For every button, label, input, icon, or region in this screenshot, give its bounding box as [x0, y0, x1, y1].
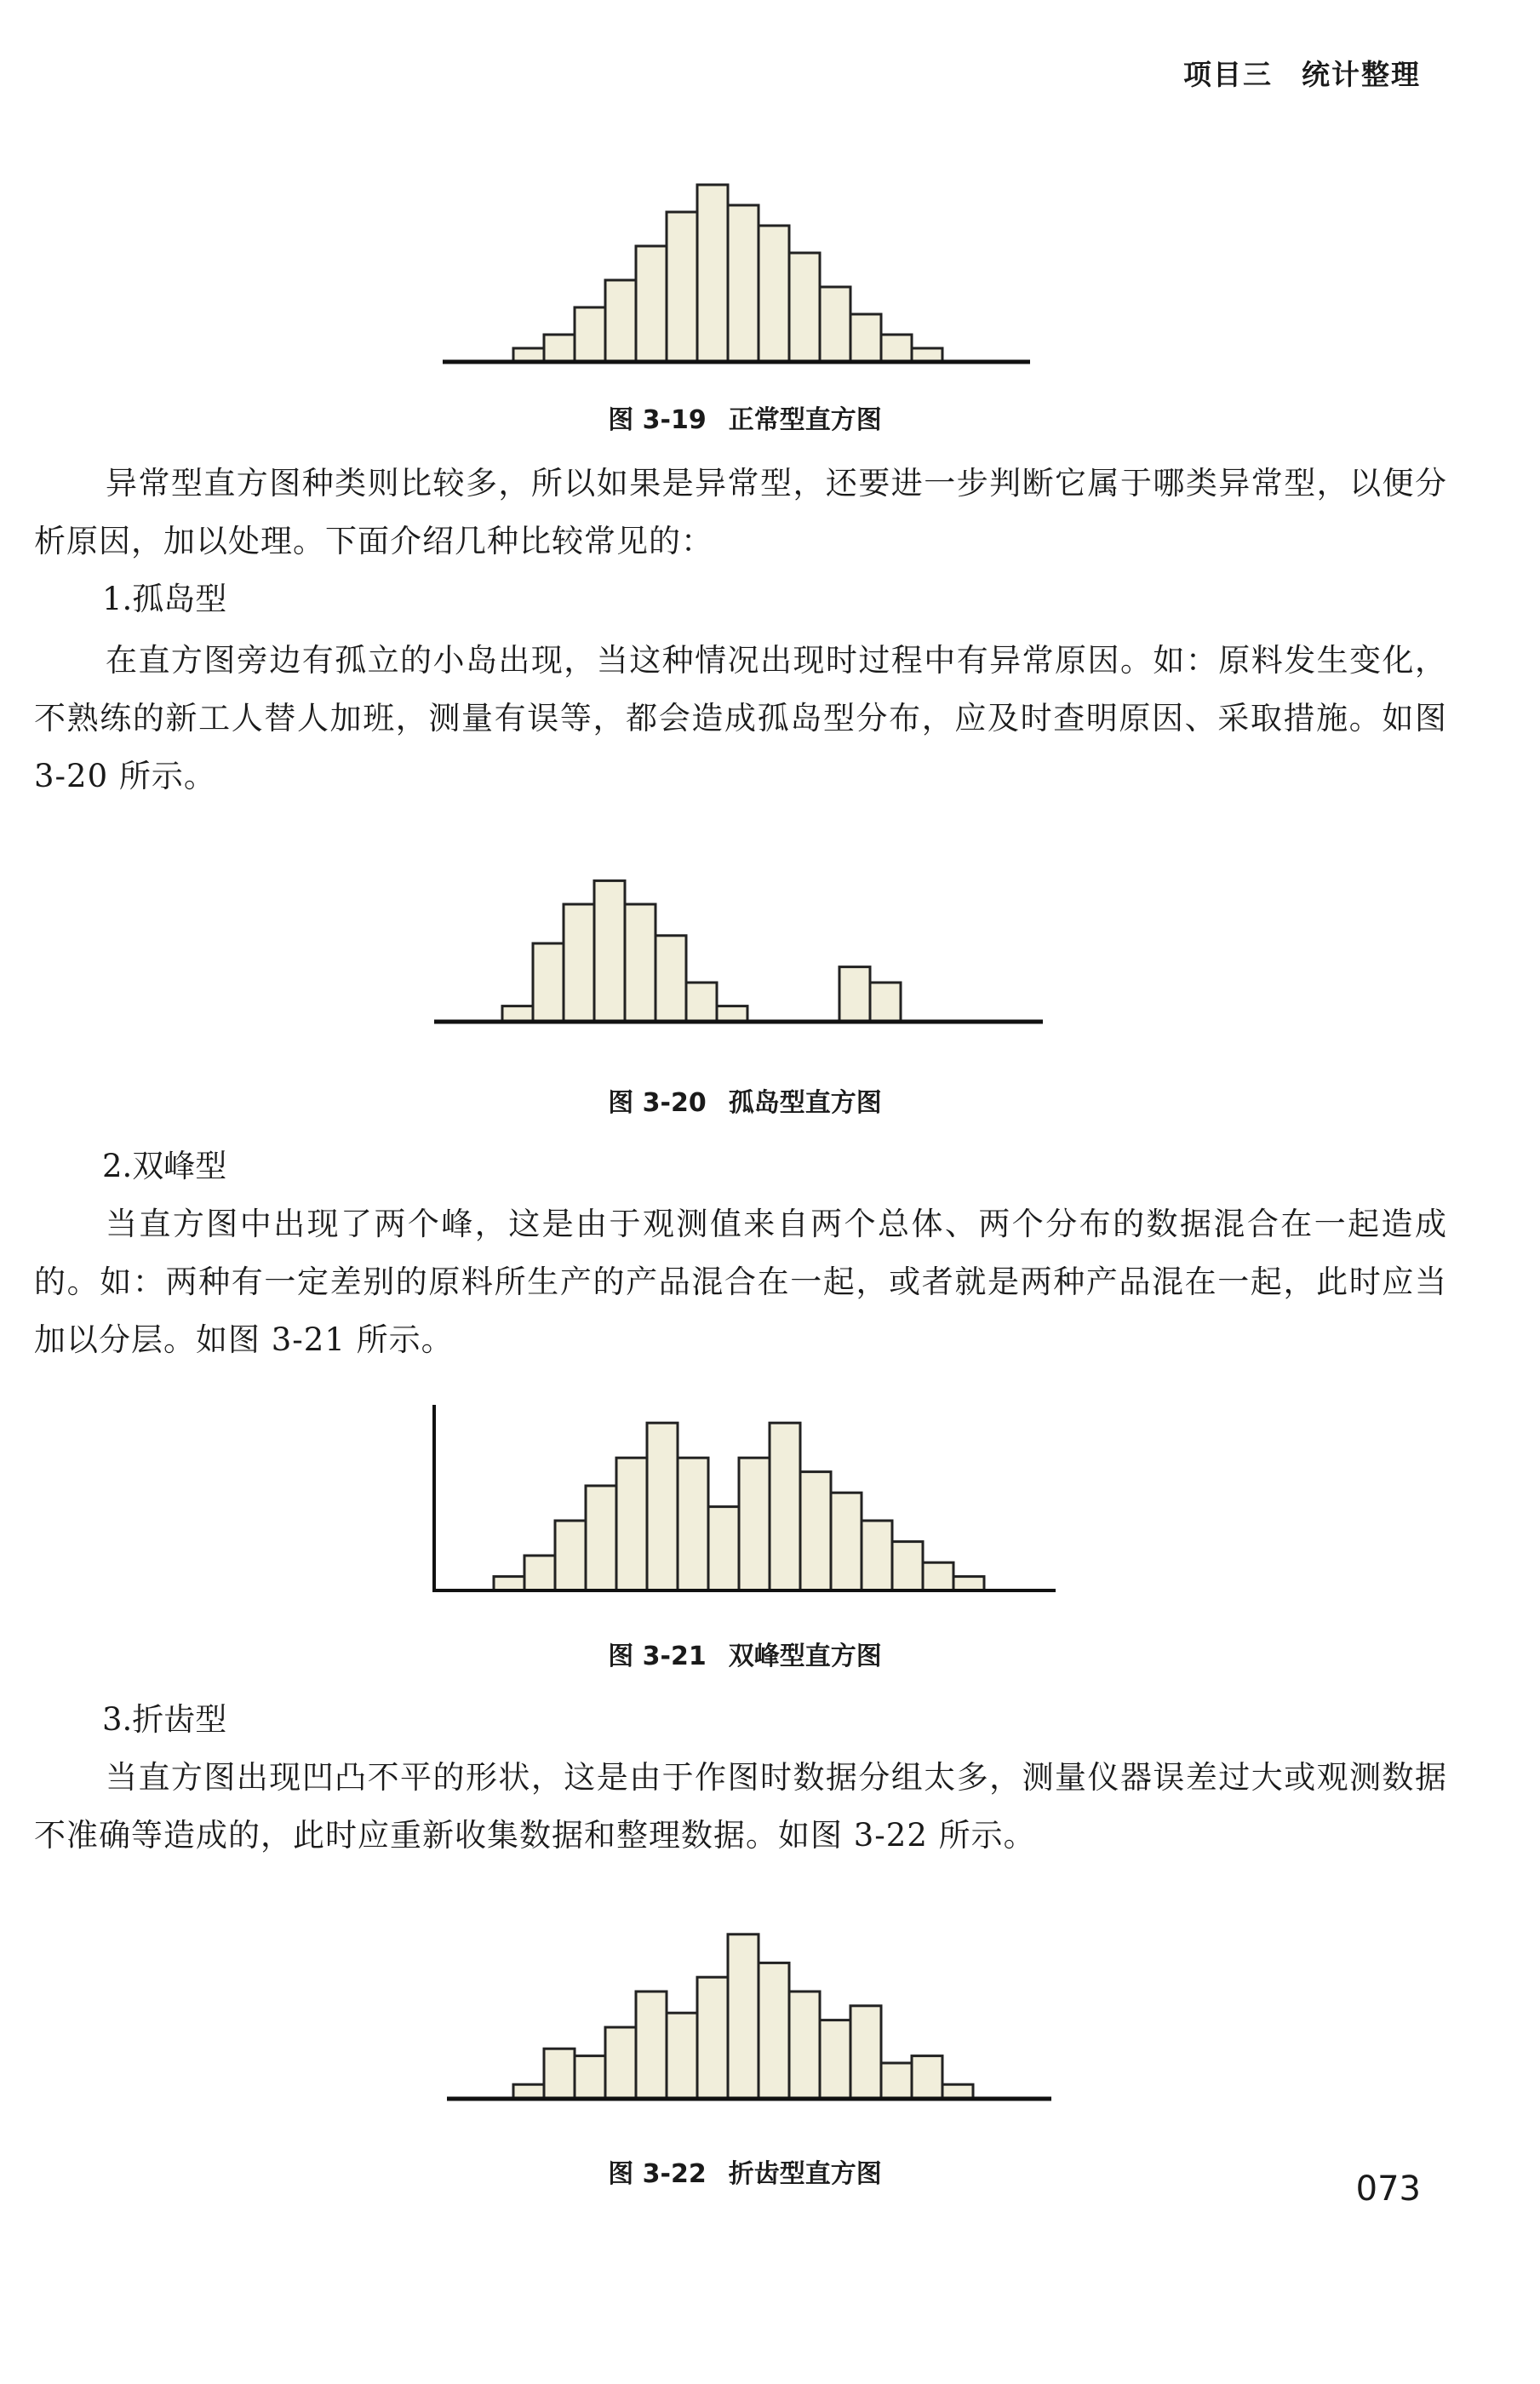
- histogram-bar: [870, 983, 901, 1022]
- histogram-bar: [759, 226, 789, 362]
- histogram-bar: [923, 1562, 953, 1590]
- histogram-bar: [625, 904, 656, 1022]
- paragraph-bimodal: 当直方图中出现了两个峰，这是由于观测值来自两个总体、两个分布的数据混合在一起造成的。如：两种有一定差别的原料所生产的产品混合在一起，或者就是两种产品混在一起，此时应当加以分层。如图 3-21 所示。: [34, 1206, 1447, 1358]
- caption-title: 双峰型直方图: [728, 1642, 882, 1671]
- histogram-bar: [789, 253, 820, 362]
- histogram-bar: [667, 2013, 697, 2099]
- histogram-bar: [789, 1991, 820, 2099]
- histogram-island: [0, 843, 1540, 1039]
- page-number: 073: [1355, 2169, 1421, 2209]
- histogram-bar: [820, 2020, 850, 2099]
- histogram-bar: [494, 1577, 524, 1590]
- histogram-bar: [586, 1486, 616, 1590]
- histogram-bar: [636, 1991, 667, 2099]
- histogram-bar: [881, 335, 912, 362]
- histogram-bar: [544, 335, 575, 362]
- histogram-normal: [0, 153, 1540, 375]
- histogram-bar: [647, 1423, 678, 1590]
- caption-number: 图 3-21: [608, 1642, 707, 1671]
- histogram-bar: [839, 967, 870, 1022]
- figure-caption-3-20: [0, 1081, 1490, 1119]
- heading-bimodal: 2.双峰型: [102, 1148, 227, 1184]
- histogram-bar: [667, 212, 697, 362]
- caption-title: 折齿型直方图: [728, 2159, 882, 2189]
- header-project: 项目三: [1183, 58, 1273, 91]
- histogram-bar: [820, 287, 850, 362]
- histogram-bar: [728, 1934, 759, 2099]
- histogram-bar: [513, 2084, 544, 2099]
- histogram-bar: [892, 1542, 923, 1590]
- histogram-bar: [555, 1521, 586, 1590]
- histogram-bar: [800, 1472, 831, 1590]
- caption-number: 图 3-22: [608, 2159, 707, 2189]
- figure-3-20: [0, 843, 1540, 1039]
- caption-title: 正常型直方图: [728, 405, 882, 435]
- histogram-bar: [656, 936, 686, 1022]
- caption-number: 图 3-20: [608, 1088, 707, 1118]
- histogram-bar: [850, 314, 881, 362]
- histogram-bar: [717, 1006, 747, 1022]
- histogram-bar: [594, 880, 625, 1022]
- histogram-bar: [686, 983, 717, 1022]
- histogram-bar: [697, 185, 728, 362]
- heading-island: 1.孤岛型: [102, 581, 227, 617]
- histogram-bar: [678, 1458, 708, 1590]
- figure-3-19: [0, 153, 1540, 375]
- histogram-bar: [912, 2056, 942, 2099]
- figure-3-21: [0, 1396, 1540, 1601]
- heading-sawtooth: 3.折齿型: [102, 1701, 227, 1738]
- header-title: 统计整理: [1302, 58, 1421, 91]
- histogram-bar: [942, 2084, 973, 2099]
- histogram-bar: [708, 1507, 739, 1590]
- histogram-bar: [759, 1963, 789, 2099]
- paragraph-sawtooth: 当直方图出现凹凸不平的形状，这是由于作图时数据分组太多，测量仪器误差过大或观测数据不准确等造成的，此时应重新收集数据和整理数据。如图 3-22 所示。: [34, 1759, 1447, 1854]
- histogram-bar: [616, 1458, 647, 1590]
- histogram-bar: [564, 904, 594, 1022]
- histogram-bar: [881, 2063, 912, 2099]
- caption-title: 孤岛型直方图: [728, 1088, 882, 1118]
- histogram-bar: [636, 246, 667, 362]
- histogram-bar: [575, 2056, 605, 2099]
- histogram-bar: [605, 280, 636, 362]
- histogram-sawtooth: [0, 1899, 1540, 2120]
- histogram-bar: [770, 1423, 800, 1590]
- paragraph-island: 在直方图旁边有孤立的小岛出现，当这种情况出现时过程中有异常原因。如：原料发生变化，不熟练的新工人替人加班，测量有误等，都会造成孤岛型分布，应及时查明原因、采取措施。如图 3-20 所示。: [34, 642, 1447, 794]
- histogram-bar: [605, 2027, 636, 2099]
- running-header: [1183, 53, 1421, 93]
- histogram-bar: [502, 1006, 533, 1022]
- histogram-bar: [524, 1556, 555, 1590]
- histogram-bar: [728, 205, 759, 362]
- figure-caption-3-19: [0, 398, 1490, 436]
- histogram-bimodal: [0, 1396, 1540, 1601]
- figure-3-22: [0, 1899, 1540, 2120]
- histogram-bar: [739, 1458, 770, 1590]
- paragraph-intro: 异常型直方图种类则比较多，所以如果是异常型，还要进一步判断它属于哪类异常型，以便分析原因，加以处理。下面介绍几种比较常见的：: [34, 465, 1447, 559]
- figure-caption-3-21: [0, 1635, 1490, 1672]
- caption-number: 图 3-19: [608, 405, 707, 435]
- histogram-bar: [697, 1977, 728, 2099]
- histogram-bar: [850, 2006, 881, 2099]
- figure-caption-3-22: [0, 2152, 1490, 2190]
- histogram-bar: [544, 2049, 575, 2099]
- histogram-bar: [831, 1493, 862, 1590]
- histogram-bar: [575, 307, 605, 362]
- histogram-bar: [862, 1521, 892, 1590]
- histogram-bar: [533, 943, 564, 1022]
- histogram-bar: [953, 1577, 984, 1590]
